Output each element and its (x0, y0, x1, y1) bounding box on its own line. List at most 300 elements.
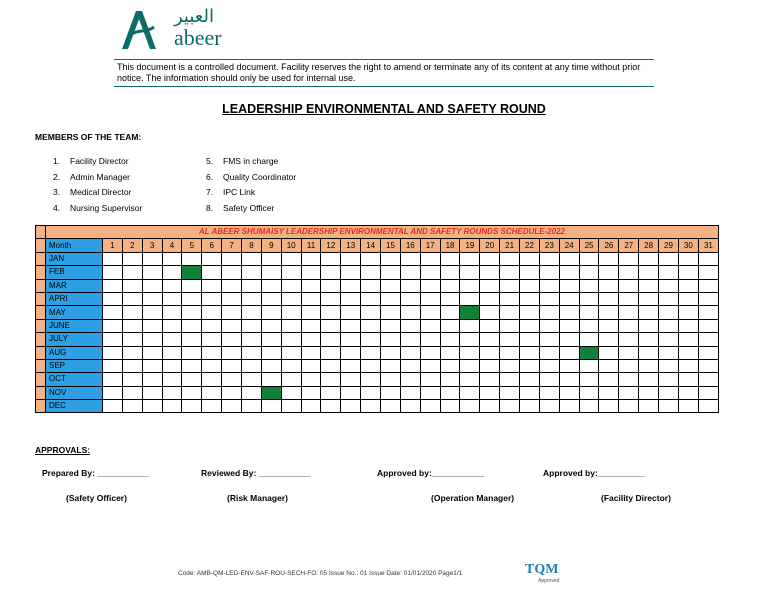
day-cell (222, 306, 242, 319)
day-cell (639, 373, 659, 386)
row-margin-cell (36, 346, 46, 359)
day-cell (659, 319, 679, 332)
day-cell (162, 279, 182, 292)
day-cell (381, 292, 401, 305)
day-cell (222, 346, 242, 359)
day-cell (281, 292, 301, 305)
day-cell (301, 319, 321, 332)
day-cell (579, 319, 599, 332)
day-cell (520, 333, 540, 346)
row-margin-cell (36, 359, 46, 372)
day-cell (281, 319, 301, 332)
day-cell (182, 252, 202, 265)
day-cell (420, 346, 440, 359)
team-member-number: 8. (206, 202, 214, 213)
day-cell (321, 400, 341, 413)
day-cell (222, 359, 242, 372)
day-cell (460, 359, 480, 372)
day-cell (440, 373, 460, 386)
team-member-label: Admin Manager (70, 171, 131, 182)
day-cell (460, 346, 480, 359)
month-label: JULY (46, 333, 103, 346)
day-cell (400, 346, 420, 359)
day-cell (242, 252, 262, 265)
day-cell (500, 333, 520, 346)
day-cell (559, 319, 579, 332)
day-cell (301, 400, 321, 413)
day-cell (480, 266, 500, 279)
day-cell (321, 292, 341, 305)
day-cell (599, 386, 619, 399)
members-heading: MEMBERS OF THE TEAM: (35, 132, 142, 142)
day-cell (500, 359, 520, 372)
day-cell (520, 346, 540, 359)
day-cell (480, 252, 500, 265)
abeer-logo-mark-icon (116, 5, 164, 51)
schedule-row (36, 359, 719, 372)
team-member (53, 187, 131, 197)
day-cell (400, 319, 420, 332)
team-member-number: 6. (206, 171, 214, 182)
schedule-row (36, 266, 719, 279)
day-cell (321, 252, 341, 265)
day-cell (440, 266, 460, 279)
day-cell (678, 346, 698, 359)
day-cell (122, 306, 142, 319)
day-cell (400, 333, 420, 346)
day-cell (182, 359, 202, 372)
day-cell (321, 266, 341, 279)
day-cell (599, 373, 619, 386)
day-cell (659, 252, 679, 265)
day-cell (400, 292, 420, 305)
day-column-header: 6 (202, 239, 222, 252)
day-cell (202, 279, 222, 292)
day-cell (202, 346, 222, 359)
day-cell (639, 266, 659, 279)
day-cell (440, 319, 460, 332)
day-cell (281, 400, 301, 413)
day-cell (122, 279, 142, 292)
day-cell (659, 333, 679, 346)
team-member-label: Nursing Supervisor (70, 202, 143, 213)
day-cell (301, 359, 321, 372)
day-cell (242, 346, 262, 359)
day-cell (639, 319, 659, 332)
day-cell (678, 306, 698, 319)
day-cell (142, 279, 162, 292)
day-cell (341, 266, 361, 279)
day-cell (520, 319, 540, 332)
day-cell (321, 373, 341, 386)
day-cell (103, 359, 123, 372)
team-member (206, 203, 274, 213)
day-cell (400, 252, 420, 265)
day-cell (162, 333, 182, 346)
day-cell (678, 292, 698, 305)
day-cell (619, 373, 639, 386)
team-member (53, 172, 130, 182)
day-cell (480, 319, 500, 332)
day-cell (361, 333, 381, 346)
day-cell (678, 252, 698, 265)
day-cell (103, 319, 123, 332)
month-label: NOV (46, 386, 103, 399)
day-cell (103, 306, 123, 319)
row-margin-cell (36, 373, 46, 386)
day-cell (400, 386, 420, 399)
team-member-label: Safety Officer (223, 202, 275, 213)
schedule-row (36, 252, 719, 265)
day-column-header: 14 (361, 239, 381, 252)
day-cell (261, 319, 281, 332)
approvals-heading: APPROVALS: (35, 445, 91, 455)
day-cell (480, 279, 500, 292)
team-member-number: 1. (53, 156, 61, 166)
day-cell (599, 266, 619, 279)
day-cell (281, 333, 301, 346)
day-cell (659, 400, 679, 413)
day-cell (341, 252, 361, 265)
day-cell (619, 359, 639, 372)
day-cell (381, 373, 401, 386)
day-cell (579, 266, 599, 279)
day-cell (103, 266, 123, 279)
day-cell (480, 359, 500, 372)
day-cell (698, 373, 718, 386)
row-margin-cell (36, 386, 46, 399)
day-cell (619, 252, 639, 265)
day-cell (678, 400, 698, 413)
day-cell (142, 292, 162, 305)
day-cell (698, 386, 718, 399)
day-cell (599, 346, 619, 359)
day-cell (162, 400, 182, 413)
approval-role: (Facility Director) (601, 493, 671, 503)
day-cell (599, 306, 619, 319)
row-margin-cell (36, 252, 46, 265)
day-cell (301, 346, 321, 359)
day-cell (182, 333, 202, 346)
day-cell (579, 400, 599, 413)
day-cell (122, 373, 142, 386)
page-title: LEADERSHIP ENVIRONMENTAL AND SAFETY ROUND (222, 102, 546, 116)
month-label: FEB (46, 266, 103, 279)
day-cell (678, 266, 698, 279)
day-column-header: 24 (559, 239, 579, 252)
day-cell (301, 252, 321, 265)
day-cell (162, 346, 182, 359)
day-cell (500, 386, 520, 399)
day-cell (659, 266, 679, 279)
day-column-header: 18 (440, 239, 460, 252)
day-cell (639, 400, 659, 413)
day-cell (698, 279, 718, 292)
day-cell (619, 346, 639, 359)
day-cell (539, 279, 559, 292)
day-cell (539, 252, 559, 265)
day-cell (659, 279, 679, 292)
day-column-header: 12 (321, 239, 341, 252)
day-cell (539, 400, 559, 413)
day-cell (301, 306, 321, 319)
day-cell (520, 292, 540, 305)
day-cell (222, 319, 242, 332)
day-cell (460, 319, 480, 332)
schedule-row (36, 279, 719, 292)
day-cell (400, 359, 420, 372)
day-column-header: 2 (122, 239, 142, 252)
day-cell (579, 359, 599, 372)
day-cell (202, 319, 222, 332)
day-cell (420, 400, 440, 413)
day-cell (480, 400, 500, 413)
day-cell (361, 279, 381, 292)
day-cell (579, 333, 599, 346)
day-cell (361, 373, 381, 386)
day-column-header: 25 (579, 239, 599, 252)
schedule-title: AL ABEER SHUMAISY LEADERSHIP ENVIRONMENTAL AND SAFETY ROUNDS SCHEDULE-2022 (46, 226, 719, 239)
day-cell (122, 333, 142, 346)
day-cell (480, 346, 500, 359)
day-cell (162, 306, 182, 319)
day-cell (440, 400, 460, 413)
day-cell (381, 319, 401, 332)
day-cell (361, 386, 381, 399)
day-cell (420, 319, 440, 332)
day-cell (301, 373, 321, 386)
day-cell (122, 266, 142, 279)
day-cell (261, 359, 281, 372)
day-cell (242, 319, 262, 332)
scheduled-round-cell (579, 346, 599, 359)
day-cell (420, 306, 440, 319)
team-member-number: 7. (206, 187, 214, 197)
day-column-header: 20 (480, 239, 500, 252)
day-cell (559, 400, 579, 413)
day-column-header: 10 (281, 239, 301, 252)
day-cell (182, 319, 202, 332)
day-cell (539, 359, 559, 372)
month-label: MAR (46, 279, 103, 292)
schedule-row (36, 319, 719, 332)
day-cell (381, 252, 401, 265)
day-cell (162, 386, 182, 399)
day-cell (559, 346, 579, 359)
month-label: AUG (46, 346, 103, 359)
day-cell (698, 306, 718, 319)
day-cell (420, 292, 440, 305)
day-cell (400, 373, 420, 386)
day-cell (142, 333, 162, 346)
day-cell (520, 252, 540, 265)
day-cell (261, 252, 281, 265)
day-cell (539, 319, 559, 332)
day-cell (500, 266, 520, 279)
tqm-logo-text: TQM (525, 562, 559, 577)
day-cell (341, 346, 361, 359)
day-cell (202, 306, 222, 319)
day-cell (321, 319, 341, 332)
day-cell (440, 279, 460, 292)
day-cell (381, 306, 401, 319)
day-cell (261, 306, 281, 319)
day-cell (619, 333, 639, 346)
day-cell (480, 373, 500, 386)
day-cell (520, 306, 540, 319)
day-cell (659, 386, 679, 399)
day-cell (520, 359, 540, 372)
day-cell (261, 333, 281, 346)
day-cell (659, 306, 679, 319)
day-cell (122, 346, 142, 359)
team-member-number: 5. (206, 156, 214, 166)
day-cell (202, 252, 222, 265)
day-cell (659, 373, 679, 386)
day-cell (381, 333, 401, 346)
day-cell (381, 346, 401, 359)
day-cell (242, 373, 262, 386)
day-cell (103, 292, 123, 305)
day-cell (460, 292, 480, 305)
day-cell (698, 346, 718, 359)
day-cell (142, 359, 162, 372)
day-cell (400, 266, 420, 279)
day-cell (579, 279, 599, 292)
day-column-header: 23 (539, 239, 559, 252)
day-cell (500, 306, 520, 319)
day-cell (460, 252, 480, 265)
day-cell (301, 279, 321, 292)
day-column-header: 30 (678, 239, 698, 252)
month-label: JAN (46, 252, 103, 265)
day-cell (202, 400, 222, 413)
day-cell (599, 333, 619, 346)
day-cell (182, 346, 202, 359)
day-cell (420, 279, 440, 292)
day-cell (103, 373, 123, 386)
day-cell (520, 373, 540, 386)
day-cell (162, 319, 182, 332)
day-cell (619, 400, 639, 413)
day-cell (222, 400, 242, 413)
day-cell (440, 386, 460, 399)
day-column-header: 29 (659, 239, 679, 252)
day-cell (579, 252, 599, 265)
day-cell (639, 333, 659, 346)
team-member-label: Quality Coordinator (223, 171, 297, 182)
day-cell (400, 306, 420, 319)
brand-name-arabic: العبير (174, 6, 214, 27)
scheduled-round-cell (261, 386, 281, 399)
day-cell (361, 319, 381, 332)
team-member (53, 203, 142, 213)
day-cell (182, 279, 202, 292)
row-margin-cell (36, 279, 46, 292)
day-cell (480, 292, 500, 305)
day-column-header: 13 (341, 239, 361, 252)
day-cell (619, 319, 639, 332)
day-cell (162, 373, 182, 386)
day-cell (142, 252, 162, 265)
day-cell (261, 346, 281, 359)
row-margin-cell (36, 400, 46, 413)
day-column-header: 16 (400, 239, 420, 252)
day-cell (460, 266, 480, 279)
month-label: MAY (46, 306, 103, 319)
day-cell (539, 292, 559, 305)
team-member (206, 156, 278, 166)
day-column-header: 3 (142, 239, 162, 252)
day-cell (281, 252, 301, 265)
day-column-header: 21 (500, 239, 520, 252)
day-cell (639, 346, 659, 359)
day-cell (341, 400, 361, 413)
row-margin-cell (36, 266, 46, 279)
day-cell (659, 292, 679, 305)
document-footer: Code: AMB-QM-LED-ENV-SAF-ROU-SECH-FO: 05 Issue No.: 01 Issue Date: 01/01/2020 Page1/1 (178, 570, 463, 577)
day-cell (698, 292, 718, 305)
day-cell (619, 279, 639, 292)
day-cell (182, 400, 202, 413)
approval-signature-line: Approved by:__________ (543, 468, 646, 478)
day-cell (162, 292, 182, 305)
day-cell (500, 252, 520, 265)
month-label: SEP (46, 359, 103, 372)
day-cell (202, 373, 222, 386)
day-cell (500, 373, 520, 386)
day-cell (103, 386, 123, 399)
day-cell (678, 319, 698, 332)
day-column-header: 5 (182, 239, 202, 252)
day-cell (381, 266, 401, 279)
scheduled-round-cell (460, 306, 480, 319)
day-cell (520, 279, 540, 292)
day-cell (698, 266, 718, 279)
day-cell (500, 346, 520, 359)
approval-signature-line: Prepared By: ___________ (42, 468, 150, 478)
day-cell (103, 333, 123, 346)
day-cell (222, 386, 242, 399)
abeer-logo (116, 5, 246, 53)
day-cell (242, 292, 262, 305)
approval-role: (Operation Manager) (431, 493, 515, 503)
day-cell (678, 333, 698, 346)
day-cell (539, 373, 559, 386)
day-column-header: 26 (599, 239, 619, 252)
month-label: OCT (46, 373, 103, 386)
day-cell (122, 400, 142, 413)
day-column-header: 1 (103, 239, 123, 252)
day-cell (142, 346, 162, 359)
day-cell (222, 252, 242, 265)
day-cell (440, 292, 460, 305)
day-cell (639, 292, 659, 305)
rounds-schedule-table (35, 225, 719, 413)
day-cell (341, 333, 361, 346)
team-member-number: 2. (53, 171, 61, 182)
schedule-row (36, 333, 719, 346)
day-cell (639, 252, 659, 265)
day-cell (103, 252, 123, 265)
day-cell (579, 386, 599, 399)
day-cell (261, 266, 281, 279)
tqm-logo-subtext: Approved (538, 578, 560, 584)
day-cell (242, 306, 262, 319)
day-cell (301, 386, 321, 399)
day-cell (440, 306, 460, 319)
day-cell (698, 333, 718, 346)
